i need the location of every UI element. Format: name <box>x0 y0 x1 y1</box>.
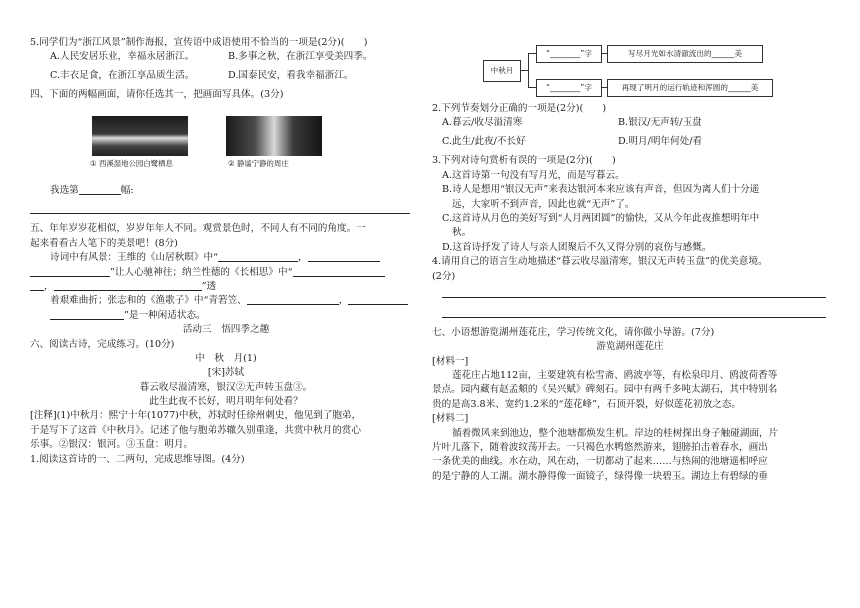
left-column <box>30 0 422 103</box>
left-column-lower <box>30 184 422 467</box>
question-5: 5.同学们为“浙江风景”制作海报，宣传语中成语使用不恰当的一项是(2分)( ) <box>30 37 368 48</box>
material-1-label: [材料一] <box>432 355 469 367</box>
fill-blank[interactable] <box>50 309 124 320</box>
answer-line[interactable] <box>442 284 826 298</box>
section-7-heading: 七、小语想游览湖州莲花庄，学习传统文化，请你做小导游。(7分) <box>432 326 715 338</box>
poem-note-2: 于是写下了这首《中秋月》。记述了他与胞弟苏辙久别重逢，共赏中秋月的赏心 <box>30 424 361 436</box>
poem-fill-line4 <box>30 294 422 308</box>
connector <box>520 70 528 71</box>
choose-suffix: 幅: <box>120 185 134 196</box>
option-a: A.暮云/收尽溢清寒 <box>442 117 523 129</box>
fill-blank[interactable] <box>30 280 44 291</box>
fill-text: ”让人心驰神往；纳兰性德的《长相思》中“ <box>110 266 293 278</box>
q2-options-row2 <box>432 135 828 154</box>
poem-note-1: [注释](1)中秋月：熙宁十年(1077)中秋，苏轼时任徐州刺史，他见到了胞弟， <box>30 410 362 422</box>
section-6-heading: 六、阅读古诗，完成练习。(10分) <box>30 338 175 350</box>
q5-options-row1 <box>30 50 422 69</box>
q3-option-d: D.这首诗抒发了诗人与亲人团聚后不久又得分别的哀伤与感慨。 <box>442 241 712 253</box>
material-1-line: 贵的是高3.8米、宽约1.2米的“莲花峰”，石顶开裂，好似莲花初放之态。 <box>432 398 741 410</box>
q3-option-a: A.这首诗第一句没有写月光，而是写暮云。 <box>442 169 625 181</box>
fill-blank[interactable] <box>308 251 380 262</box>
picture-pair <box>92 116 332 172</box>
guide-title: 游览湖州莲花庄 <box>596 341 664 353</box>
material-2-line: 片叶儿落下，随着波纹荡开去。一只褐色水鸭悠然游来，翅膀拍击着春水，画出 <box>432 442 768 454</box>
fill-text: ， <box>298 252 308 264</box>
option-b: B.多事之秋，在浙江享受美四季。 <box>228 51 373 63</box>
poem-fill-line1 <box>30 251 422 265</box>
choose-blank[interactable] <box>79 184 121 195</box>
poem-fill-line5 <box>30 309 422 323</box>
mindmap-key-1[interactable]: “________”字 <box>536 45 602 63</box>
poem-fill-line3 <box>30 280 422 294</box>
mind-map <box>483 44 773 96</box>
activity-3-heading: 活动三 悟四季之趣 <box>182 324 270 336</box>
picture-caption-2: ② 静谧宁静的周庄 <box>228 159 289 168</box>
section-4-heading: 四、下面的两幅画面，请你任选其一，把画面写具体。(3分) <box>30 89 284 101</box>
q3-option-c-cont: 秋。 <box>452 227 472 239</box>
mindmap-text-2[interactable]: 再现了明月的运行轨迹和浑圆的______美 <box>607 79 773 97</box>
q2-options-row1 <box>432 116 828 135</box>
q3-option-b: B.诗人是想用“银汉无声”来表达银河本来应该有声音，但因为离人们十分遥 <box>442 184 760 196</box>
fill-blank[interactable] <box>247 294 339 305</box>
poem-author: [宋]苏轼 <box>207 367 245 379</box>
question-4-score: (2分) <box>432 270 456 282</box>
mindmap-text-1[interactable]: 写尽月光如水清澈流出的______美 <box>607 45 763 63</box>
question-4: 4.请用自己的语言生动地描述“暮云收尽溢清寒，银汉无声转玉盘”的优美意境。 <box>432 256 768 268</box>
zhouzhuang-image <box>226 116 322 156</box>
fill-text: 诗词中有风景：王维的《山居秋暝》中“ <box>50 252 218 264</box>
q3-option-c: C.这首诗从月色的美好写到“人月两团圆”的愉快，又从今年此夜推想明年中 <box>442 212 760 224</box>
fill-text: ”透 <box>201 280 217 292</box>
option-c: C.丰衣足食，在浙江享品质生活。 <box>50 70 195 82</box>
fill-text: ”是一种闲适状态。 <box>124 309 206 321</box>
heron-wetland-image <box>92 116 188 156</box>
material-2-line: 循着微风来到池边，整个池塘都焕发生机。岸边的桂树探出身子触碰湖面，片 <box>452 427 779 439</box>
option-c: C.此生/此夜/不长好 <box>442 136 526 148</box>
question-1: 1.阅读这首诗的一、二两句，完成思维导图。(4分) <box>30 453 245 465</box>
fill-text: 着艰难曲折；张志和的《渔歌子》中“青箬笠、 <box>50 295 247 307</box>
material-2-line: 一条优美的曲线。水在动，风在动，一切都动了起来……与热闹的池塘遥相呼应 <box>432 456 768 468</box>
poem-title: 中 秋 月(1) <box>195 352 257 364</box>
poem-note-3: 乐事。②银汉：银河。③玉盘：明月。 <box>30 439 194 451</box>
fill-blank[interactable] <box>54 280 202 291</box>
picture-caption-1: ① 西溪湿地公园白鹭栖息 <box>90 159 173 168</box>
material-1-line: 景点。园内藏有赵孟頫的《吴兴赋》碑刻石。园中有两千多吨太湖石，其中特别名 <box>432 384 778 396</box>
option-a: A.人民安居乐业，幸福永居浙江。 <box>50 51 195 63</box>
poem-line-2: 此生此夜不长好，明月明年何处看？ <box>149 396 303 408</box>
option-d: D.明月/明年何处/看 <box>618 136 703 148</box>
section-5-line1: 五、年年岁岁花相似，岁岁年年人不同。观赏景色时，不同人有不同的角度。一 <box>30 223 366 235</box>
poem-line-1: 暮云收尽溢清寒，银汉②无声转玉盘③。 <box>139 381 313 393</box>
question-2: 2.下列节奏划分正确的一项是(2分)( ) <box>432 103 607 114</box>
answer-line[interactable] <box>442 304 826 318</box>
fill-blank[interactable] <box>348 294 408 305</box>
q5-options-row2 <box>30 69 422 88</box>
poem-fill-line2 <box>30 266 422 280</box>
fill-blank[interactable] <box>218 251 298 262</box>
connector <box>528 87 536 88</box>
material-2-line: 的是宁静的人工湖。湖水静得像一面镜子，绿得像一块碧玉。湖边上有碧绿的垂 <box>432 470 768 482</box>
answer-line[interactable] <box>30 200 410 214</box>
material-1-line: 莲花庄占地112亩，主要建筑有松雪斋、鸥波亭等，有松泉印月、鸥波荷香等 <box>452 370 778 382</box>
connector <box>528 53 529 88</box>
choose-line <box>30 184 422 198</box>
connector <box>528 53 536 54</box>
option-d: D.国泰民安，看我幸福浙江。 <box>228 70 354 82</box>
material-2-label: [材料二] <box>432 413 469 425</box>
right-column <box>432 102 828 484</box>
fill-text: ， <box>338 295 349 307</box>
fill-text: ， <box>44 280 54 292</box>
mindmap-key-2[interactable]: “________”字 <box>536 79 602 97</box>
option-b: B.银汉/无声转/玉盘 <box>618 117 702 129</box>
fill-blank[interactable] <box>293 266 385 277</box>
section-5-line2: 起来看看古人笔下的美景吧！(8分) <box>30 237 178 249</box>
choose-label: 我选第 <box>50 185 79 196</box>
question-3: 3.下列对诗句赏析有误的一项是(2分)( ) <box>432 155 616 167</box>
fill-blank[interactable] <box>30 266 110 277</box>
mindmap-center: 中秋月 <box>483 60 521 82</box>
q3-option-b-cont: 远，大家听不到声音，因此也就“无声”了。 <box>452 198 635 210</box>
